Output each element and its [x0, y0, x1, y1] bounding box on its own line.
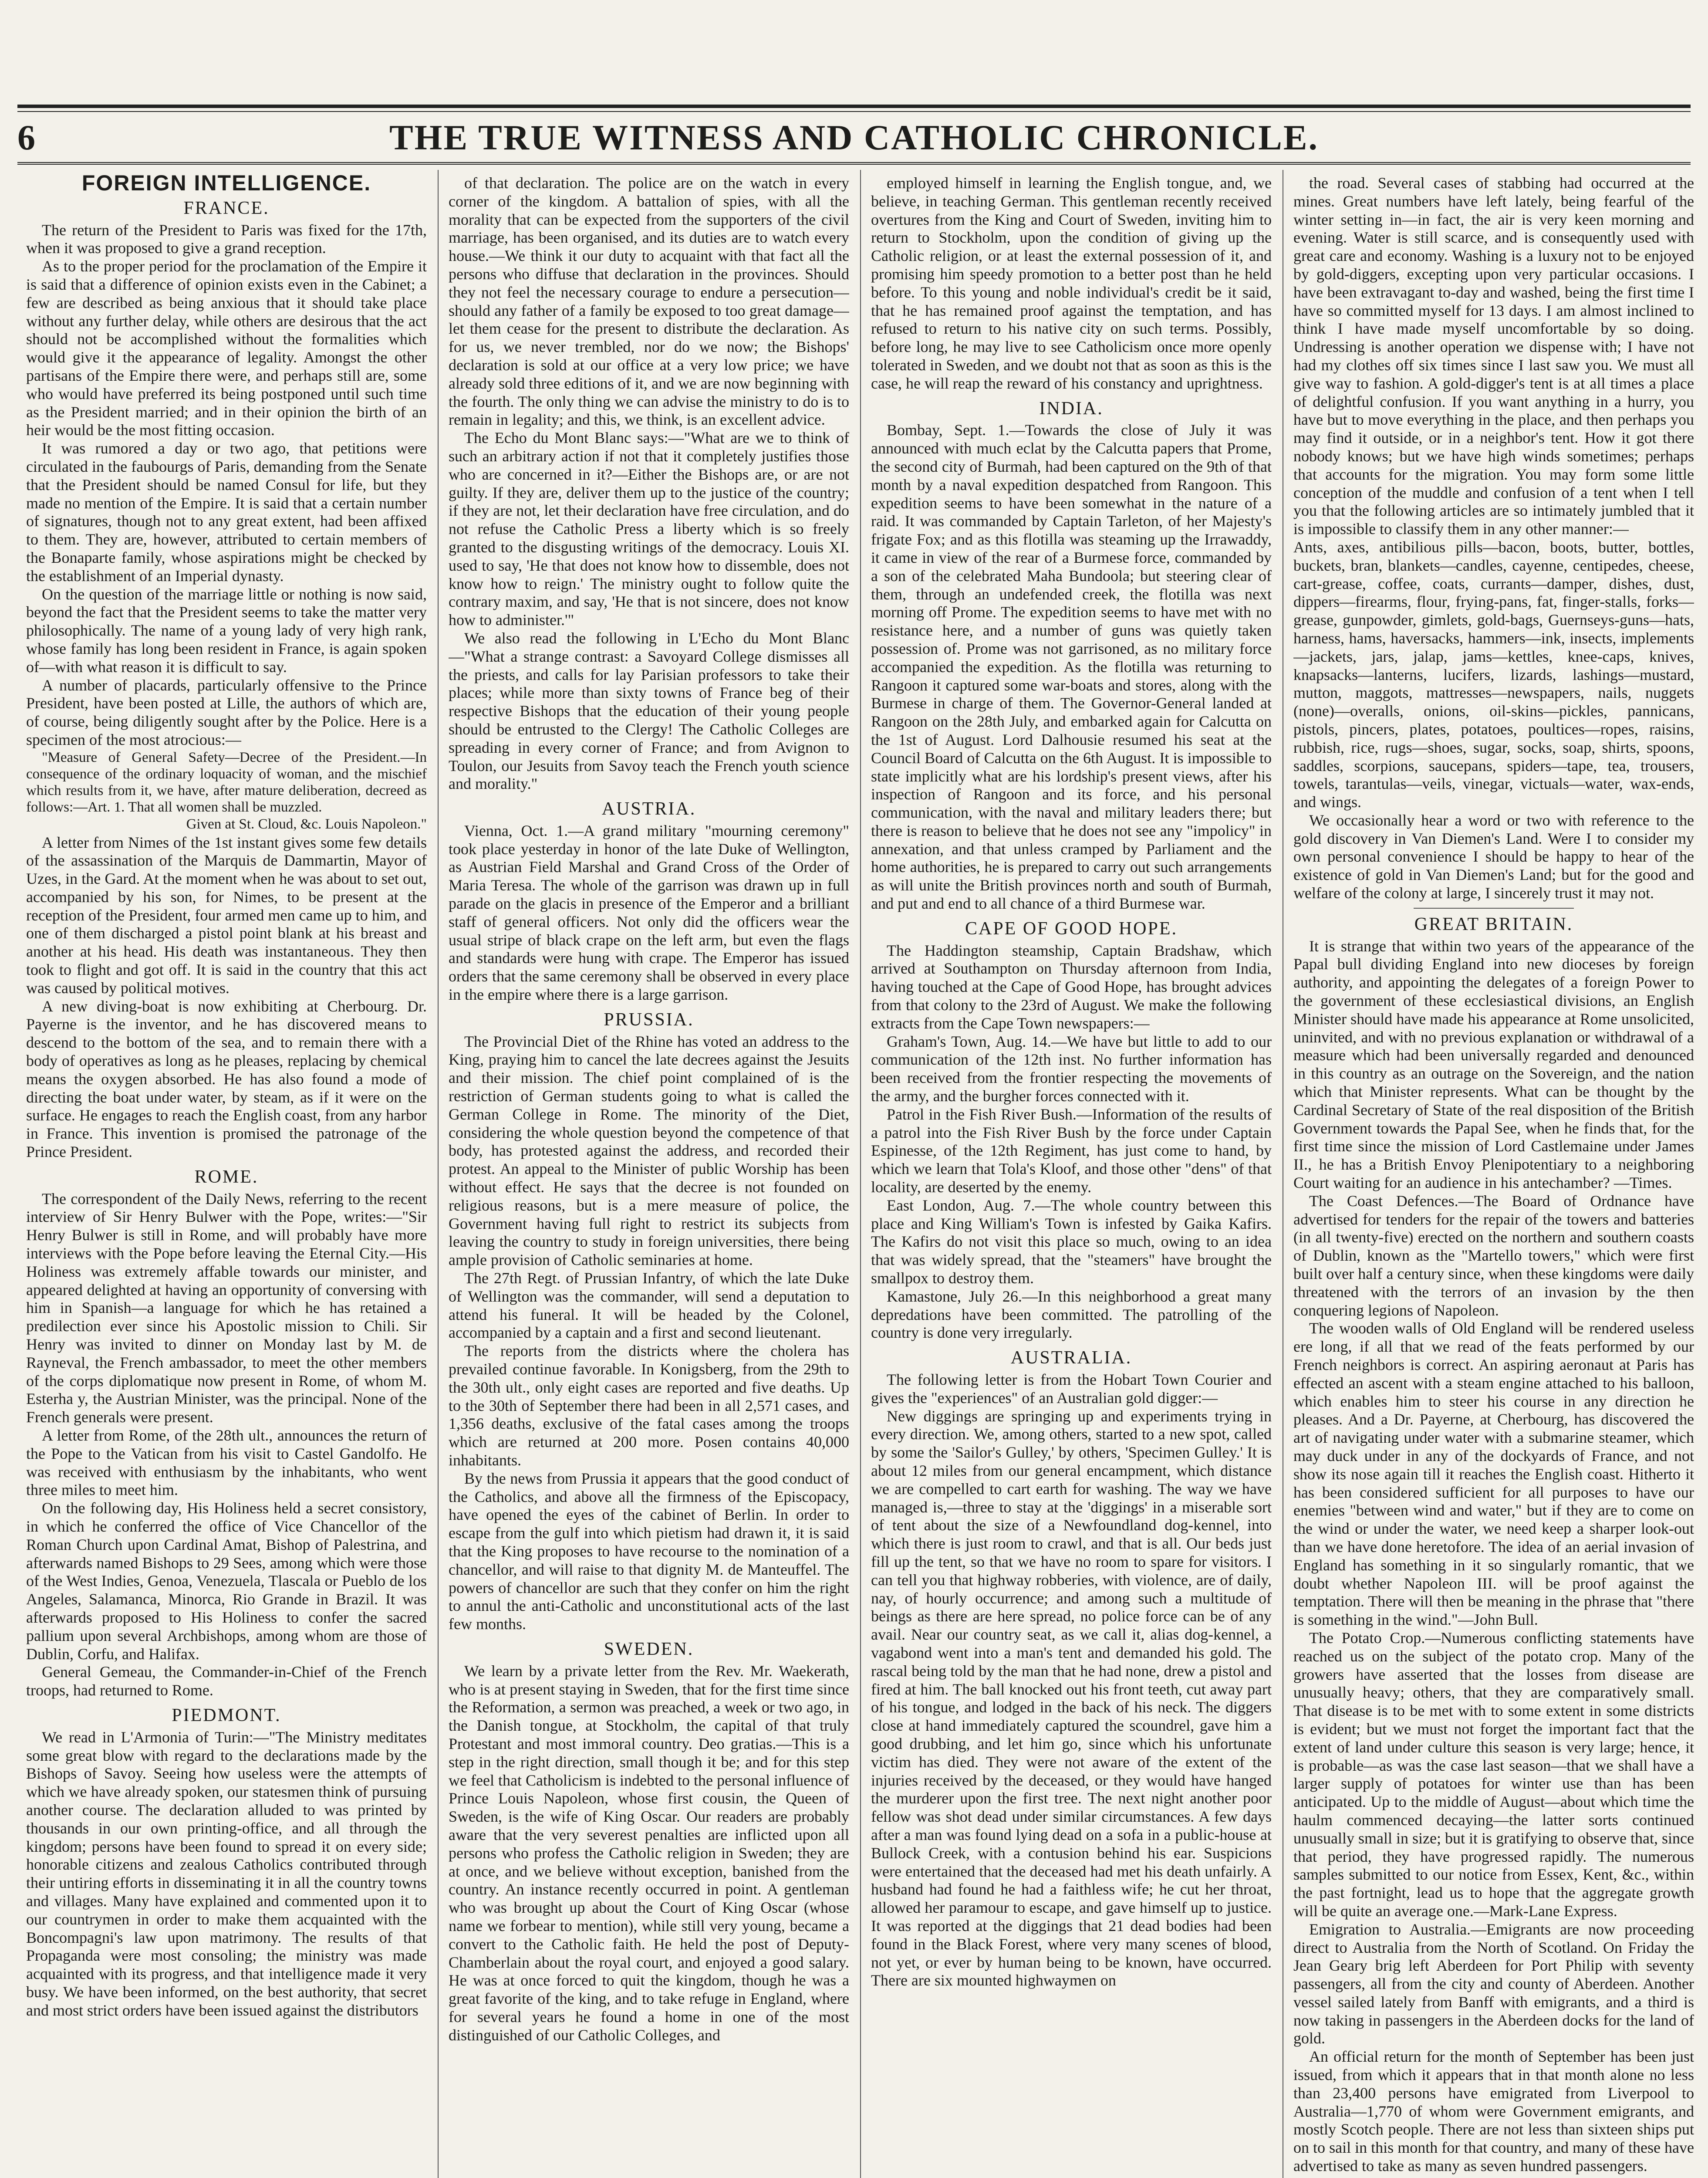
section-rule [1414, 908, 1574, 909]
paragraph: By the news from Prussia it appears that the good conduct of the Catholics, and above all the firmness of the Episcopacy, have opened the eyes of the cabinet of Berlin. In order to escape from the gulf into which pietism had drawn it, it is said that the King proposes to have recourse to the nomination of a chancellor, and will raise to that dignity M. de Manteuffel. The powers of chancellor are such that they confer on him the right to annul the anti-Catholic and unconstitutional acts of the last few months. [449, 1469, 849, 1633]
paragraph: Bombay, Sept. 1.—Towards the close of July it was announced with much eclat by the Calcutta papers that Prome, the second city of Burmah, had been captured on the 9th of that month by a naval expedition despatched from Rangoon. This expedition seems to have been somewhat in the nature of a raid. It was commanded by Captain Tarleton, of her Majesty's frigate Fox; and as this flotilla was steaming up the Irrawaddy, it came in view of the rear of a Burmese force, commanded by a son of the celebrated Maha Bundoola; but steering clear of them, through an undefended creek, the flotilla was next morning off Prome. The expedition seems to have met with no resistance here, and a number of guns was quietly taken possession of. Prome was not garrisoned, as no military force accompanied the expedition. As the flotilla was returning to Rangoon it captured some war-boats and stores, along with the Burmese in charge of them. The Governor-General landed at Rangoon on the 28th July, and embarked again for Calcutta on the 1st of August. Lord Dalhousie resumed his seat at the Council Board of Calcutta on the 6th August. It is impossible to state implicitly what are his lordship's present views, after his inspection of Rangoon and its force, and his personal communication, with the naval and military leaders there; but there is reason to believe that he does not see any "impolicy" in annexation, and that unless cramped by Parliament and the home authorities, he is prepared to carry out such arrangements as will unite the British provinces north and south of Burmah, and put and end to all chance of a third Burmese war. [871, 421, 1272, 913]
section-heading-cape: CAPE OF GOOD HOPE. [965, 918, 1178, 939]
paragraph: The Provincial Diet of the Rhine has voted an address to the King, praying him to cancel the late decrees against the Jesuits and their mission. The chief point complained of is the restriction of German students going to what is called the German College in Rome. The minority of the Diet, considering the whole question beyond the competence of that body, has protested against the address, and recorded their protest. An appeal to the Minister of public Worship has been without effect. He says that the decree is not founded on religious reasons, but is a mere measure of police, the Government having full right to restrict its subjects from leaving the country to study in foreign universities, there being ample provision of Catholic seminaries at home. [449, 1032, 849, 1269]
inventory-list: Ants, axes, antibilious pills—bacon, boots, butter, bottles, buckets, bran, blankets—candles, cayenne, centipedes, cheese, cart-grease, coffee, coats, currants—damper, dishes, dust, dippers—firearms, flour, frying-pans, fat, finger-stalls, forks—grease, gunpowder, gimlets, gold-bags, Guernseys-guns—hats, harness, hams, haversacks, hammers—ink, insects, implements—jackets, jars, jalap, jams—kettles, knee-caps, knives, knapsacks—lanterns, lucifers, lizards, lashings—mustard, mutton, maggots, mattresses—newspapers, nails, nuggets (none)—overalls, onions, oil-skins—pickles, pannicans, pistols, pincers, plates, potatoes, poultices—ropes, raisins, rubbish, rice, rugs—shoes, sugar, socks, soap, shirts, spoons, saddles, scorpions, saucepans, spiders—tape, tea, trousers, towels, tarantulas—veils, vinegar, victuals—water, wax-ends, and wings. [1293, 538, 1694, 811]
paragraph: On the question of the marriage little or nothing is now said, beyond the fact that the President seems to take the matter very philosophically. The name of a young lady of very high rank, whose family has long been resident in France, is again spoken of—with what reason it is difficult to say. [26, 585, 427, 676]
paragraph: New diggings are springing up and experiments trying in every direction. We, among others, started to a new spot, called by some the 'Sailor's Gulley,' by others, 'Specimen Gulley.' It is about 12 miles from our general encampment, which distance we are compelled to cart earth for washing. The way we have managed is,—three to stay at the 'diggings' in a miserable sort of tent about the size of a Newfoundland dog-kennel, into which there is just room to crawl, and that is all. Our beds just fill up the tent, so that we have no room to spare for visitors. I can tell you that highway robberies, with violence, are of daily, nay, of hourly occurrence; and among such a multitude of beings as there are here spread, no police force can be of any avail. Near our country seat, as we call it, alias dog-kennel, a vagabond went into a man's tent and demanded his gold. The rascal being told by the man that he had none, drew a pistol and fired at him. The ball knocked out his front teeth, cut away part of his tongue, and lodged in the back of his neck. The diggers close at hand immediately captured the scoundrel, gave him a good drubbing, and let him go, since which his unfortunate victim has died. They were not aware of the extent of the injuries received by the deceased, or they would have hanged the murderer upon the first tree. The next night another poor fellow was shot dead under similar circumstances. A few days after a man was found lying dead on a sofa in a public-house at Bullock Creek, with a contusion behind his ear. Suspicions were entertained that the deceased had met his death unfairly. A husband had found he had a faithless wife; he cut her throat, allowed her paramour to escape, and gave himself up to justice. It was reported at the diggings that 21 dead bodies had been found in the Black Forest, where very many scenes of blood, not yet, or ever by human being to be known, have occurred. There are six mounted highwaymen on [871, 1407, 1272, 1989]
section-heading-india: INDIA. [1039, 398, 1104, 419]
section-heading-australia: AUSTRALIA. [1010, 1348, 1132, 1368]
section-heading-piedmont: PIEDMONT. [172, 1705, 281, 1725]
paragraph: The Haddington steamship, Captain Bradshaw, which arrived at Southampton on Thursday afternoon from India, having touched at the Cape of Good Hope, has brought advices from that colony to the 23rd of August. We make the following extracts from the Cape Town newspapers:— [871, 941, 1272, 1032]
column-divider [860, 170, 861, 2178]
paragraph: of that declaration. The police are on the watch in every corner of the kingdom. A battalion of spies, with all the morality that can be expected from the supporters of the civil marriage, has been organised, and its duties are to watch every house.—We think it our duty to acquaint with that fact all the persons who diffuse that declaration in the provinces. Should they not feel the necessary courage to endure a persecution—should any father of a family be exposed to too great damage—let them cease for the present to distribute the declaration. As for us, we never trembled, nor do we now; the Bishops' declaration is sold at our office at a very low price; we have already sold three editions of it, and we are now beginning with the fourth. The only thing we can advise the ministry to do is to remain in legality; and this, we think, is an excellent advice. [449, 174, 849, 429]
paragraph: We read in L'Armonia of Turin:—"The Ministry meditates some great blow with regard to the declarations made by the Bishops of Savoy. Seeing how useless were the attempts of which we have already spoken, our statesmen think of pursuing another course. The declaration alluded to was printed by thousands in our own printing-office, and all through the kingdom; persons have been found to spread it on every side; honorable citizens and zealous Catholics contributed through their untiring efforts in disseminating it in all the country towns and villages. Many have explained and commented upon it to our countrymen in order to make them acquainted with the Boncompagni's law upon matrimony. The results of that Propaganda were most consoling; the ministry was made acquainted with its progress, and that intelligence made it very busy. We have been informed, on the best authority, that secret and most strict orders have been issued against the distributors [26, 1728, 427, 2019]
paragraph: Vienna, Oct. 1.—A grand military "mourning ceremony" took place yesterday in honor of the late Duke of Wellington, as Austrian Field Marshal and Grand Cross of the Order of Maria Teresa. The whole of the garrison was drawn up in full parade on the glacis in presence of the Emperor and a brilliant staff of general officers. Not only did the officers wear the usual stripe of black crape on the left arm, but even the flags and standards were hung with crape. The Emperor has issued orders that the same ceremony shall be observed in every place in the empire where there is a large garrison. [449, 822, 849, 1004]
paragraph: A letter from Rome, of the 28th ult., announces the return of the Pope to the Vatican from his visit to Castel Gandolfo. He was received with enthusiasm by the inhabitants, who went three miles to meet him. [26, 1427, 427, 1499]
paragraph: A new diving-boat is now exhibiting at Cherbourg. Dr. Payerne is the inventor, and he has discovered means to descend to the bottom of the sea, and to remain there with a body of operatives as long as he pleases, replacing by chemical means the oxygen absorbed. He has also found a mode of directing the boat under water, by steam, as if it were on the surface. He engages to reach the English coast, from any harbor in France. This invention is promised the patronage of the Prince President. [26, 997, 427, 1161]
column-3 [871, 174, 1272, 2178]
quoted-decree: "Measure of General Safety—Decree of the President.—In consequence of the ordinary loquacity of woman, and the mischief which results from it, we have, after mature deliberation, decreed as follows:—Art. 1. That all women shall be muzzled. [26, 749, 427, 815]
section-header: FOREIGN INTELLIGENCE. [81, 174, 371, 195]
paragraph: The Echo du Mont Blanc says:—"What are we to think of such an arbitrary action if not that it completely justifies those who are concerned in it?—Either the Bishops are, or are not guilty. If they are, deliver them up to the justice of the country; if they are not, let their declaration have free circulation, and do not refuse the Catholic Press a liberty which is so freely granted to the disgusting writings of the democracy. Louis XI. used to say, 'He that does not know how to dissemble, does not know how to reign.' The ministry ought to follow quite the contrary maxim, and say, 'He that is not sincere, does not know how to administer.'" [449, 429, 849, 629]
section-heading-sweden: SWEDEN. [604, 1639, 694, 1659]
paragraph: The Potato Crop.—Numerous conflicting statements have reached us on the subject of the potato crop. Many of the growers have asserted that the losses from disease are unusually heavy; others, that they are comparatively small. That disease is to be met with to some extent in some districts is evident; but we must not forget the important fact that the extent of land under culture this season is very large; hence, it is probable—as was the case last season—that we shall have a larger supply of potatoes for winter use than has been anticipated. Up to the middle of August—about which time the haulm commenced decaying—the latter sorts continued unusually small in size; but it is gratifying to observe that, since that period, they have progressed rapidly. The numerous samples submitted to our notice from Essex, Kent, &c., within the past fortnight, lead us to hope that the aggregate growth will be quite an average one.—Mark-Lane Express. [1293, 1629, 1694, 1920]
section-heading-prussia: PRUSSIA. [604, 1009, 694, 1030]
paragraph: A number of placards, particularly offensive to the Prince President, have been posted at Lille, the authors of which are, of course, being diligently sought after by the Police. Here is a specimen of the most atrocious:— [26, 676, 427, 748]
column-4 [1293, 174, 1694, 2178]
quote-signature: Given at St. Cloud, &c. Louis Napoleon." [186, 816, 427, 832]
paragraph: The correspondent of the Daily News, referring to the recent interview of Sir Henry Bulwer with the Pope, writes:—"Sir Henry Bulwer is still in Rome, and will probably have more interviews with the Pope before leaving the Eternal City.—His Holiness was extremely affable towards our minister, and appeared delighted at having an opportunity of conversing with him in Spanish—a language for which he has retained a predilection ever since his Apostolic mission to Chili. Sir Henry was invited to dinner on Monday last by M. de Rayneval, the French ambassador, to meet the other members of the corps diplomatique now present in Rome, of whom M. Esterha y, the Austrian Minister, was the principal. None of the French generals were present. [26, 1190, 427, 1426]
section-heading-great-britain: GREAT BRITAIN. [1414, 914, 1573, 934]
section-heading-rome: ROME. [194, 1167, 259, 1187]
paragraph: East London, Aug. 7.—The whole country between this place and King William's Town is infested by Gaika Kafirs. The Kafirs do not visit this place so much, owing to an idea that was widely spread, that the "steamers" have brought the smallpox to destroy them. [871, 1196, 1272, 1287]
paragraph: Graham's Town, Aug. 14.—We have but little to add to our communication of the 12th inst. No further information has been received from the frontier respecting the movements of the army, and the burgher forces connected with it. [871, 1032, 1272, 1105]
paragraph: The 27th Regt. of Prussian Infantry, of which the late Duke of Wellington was the commander, will send a deputation to attend his funeral. It will be headed by the Colonel, accompanied by a captain and a first and second lieutenant. [449, 1269, 849, 1342]
paragraph: We occasionally hear a word or two with reference to the gold discovery in Van Diemen's Land. Were I to consider my own personal convenience I should be happy to hear of the existence of gold in Van Diemen's Land; but for the good and welfare of the colony at large, I sincerely trust it may not. [1293, 811, 1694, 902]
paragraph: It was rumored a day or two ago, that petitions were circulated in the faubourgs of Paris, demanding from the Senate that the President should be named Consul for life, but they made no mention of the Empire. It is said that a certain number of signatures, though not to any great extent, had been affixed to them. They are, however, attributed to certain members of the Bonaparte family, whose aspirations might be checked by the establishment of an Imperial dynasty. [26, 440, 427, 585]
paragraph: We also read the following in L'Echo du Mont Blanc—"What a strange contrast: a Savoyard College dismisses all the priests, and calls for lay Parisian professors to take their places; while more than sixty towns of France beg of their respective Bishops that the education of their young people should be entrusted to the Clergy! The Catholic Colleges are spreading in every corner of France; and from Avignon to Toulon, our Jesuits from Savoy teach the French youth science and morality." [449, 629, 849, 793]
paragraph: A letter from Nimes of the 1st instant gives some few details of the assassination of the Marquis de Dammartin, Mayor of Uzes, in the Gard. At the moment when he was about to set out, accompanied by his son, for Nimes, to be present at the reception of the President, four armed men came up to him, and one of them discharged a pistol point blank at his breast and another at his head. His death was instantaneous. They then took to flight and got off. It is said in the country that this act was caused by political motives. [26, 833, 427, 997]
paragraph: It is strange that within two years of the appearance of the Papal bull dividing England into new dioceses by foreign authority, and appointing the delegates of a foreign Power to the government of these ecclesiastical divisions, an English Minister should have made his appearance at Rome unsolicited, uninvited, and with no previous explanation or withdrawal of a measure which had been universally regarded and denounced in this country as an outrage on the Sovereign, and the nation which that Minister represents. What can be thought by the Cardinal Secretary of State of the real disposition of the British Government towards the Papal See, when he finds that, for the first time since the mission of Lord Castlemaine under James II., he has a British Envoy Plenipotentiary to a neighboring Court waiting for an audience in his antechamber? —Times. [1293, 937, 1694, 1192]
paragraph: General Gemeau, the Commander-in-Chief of the French troops, had returned to Rome. [26, 1663, 427, 1699]
column-1 [26, 174, 427, 2178]
paragraph: We learn by a private letter from the Rev. Mr. Waekerath, who is at present staying in Sweden, that for the first time since the Reformation, a sermon was preached, a week or two ago, in the Danish tongue, at Stockholm, the capital of that truly Protestant and most immoral country. Deo gratias.—This is a step in the right direction, small though it be; and for this step we feel that Catholicism is indebted to the personal influence of Prince Louis Napoleon, whose first cousin, the Queen of Sweden, is the wife of King Oscar. Our readers are probably aware that the very severest penalties are inflicted upon all persons who profess the Catholic religion in Sweden; they are at once, and we believe without exception, banished from the country. An instance recently occurred in point. A gentleman who was brought up about the Court of King Oscar (whose name we forbear to mention), while still very young, became a convert to the Catholic faith. He held the post of Deputy-Chamberlain about the royal court, and enjoyed a good salary. He was at once forced to quit the kingdom, though he was a great favorite of the king, and to take refuge in England, where for several years he found a home in one of the most distinguished of our Catholic Colleges, and [449, 1662, 849, 2044]
top-rule-thin [17, 111, 1691, 112]
paragraph: Patrol in the Fish River Bush.—Information of the results of a patrol into the Fish River Bush by the force under Captain Espinesse, of the 12th Regiment, has just come to hand, by which we learn that Tola's Kloof, and those other "dens" of that locality, are deserted by the enemy. [871, 1105, 1272, 1196]
paragraph: The wooden walls of Old England will be rendered useless ere long, if all that we read of the feats performed by our French neighbors is correct. An aspiring aeronaut at Paris has effected an ascent with a steam engine attached to his balloon, which enables him to steer his course in any direction he pleases. And a Dr. Payerne, at Cherbourg, has discovered the art of navigating under water with a submarine steamer, which may duck under in any of the dockyards of France, and not show its nose again till it reaches the English coast. Hitherto it has been considered sufficient for all purposes to have our enemies "between wind and water," but if they are to come on the wind or under the water, we need keep a sharper look-out than we have done heretofore. The idea of an aerial invasion of England has something in it so singularly romantic, that we doubt whether Napoleon III. will be proof against the temptation. There will then be meaning in the phrase that "there is something in the wind."—John Bull. [1293, 1319, 1694, 1629]
paragraph: The reports from the districts where the cholera has prevailed continue favorable. In Konigsberg, from the 29th to the 30th ult., only eight cases are reported and five deaths. Up to the 30th of September there had been in all 2,571 cases, and 1,356 deaths, exclusive of the fatal cases among the troops which are returned at 200 more. Posen contains 40,000 inhabitants. [449, 1342, 849, 1469]
paragraph: employed himself in learning the English tongue, and, we believe, in teaching German. This gentleman recently received overtures from the King and Court of Sweden, inviting him to return to Stockholm, upon the condition of giving up the Catholic religion, or at least the external possession of it, and promising him speedy promotion to a better post than he held before. To this young and noble individual's credit be it said, that he has remained proof against the temptation, and has refused to return to his native city on such terms. Possibly, before long, he may live to see Catholicism once more openly tolerated in Sweden, and we doubt not that as soon as this is the case, he will reap the reward of his constancy and uprightness. [871, 174, 1272, 392]
column-divider [438, 170, 439, 2178]
section-heading-austria: AUSTRIA. [601, 799, 696, 819]
column-2 [449, 174, 849, 2178]
paragraph: As to the proper period for the proclamation of the Empire it is said that a difference of opinion exists even in the Cabinet; a few are described as being anxious that it should take place without any further delay, while others are desirous that the act should not be accomplished without the formalities which would give it the appearance of legality. Amongst the other partisans of the Empire there were, and perhaps still are, some who would have preferred its being postponed until such time as the President married; and in their opinion the birth of an heir would be the most fitting occasion. [26, 257, 427, 439]
masthead [17, 117, 1691, 159]
paragraph: On the following day, His Holiness held a secret consistory, in which he conferred the office of Vice Chancellor of the Roman Church upon Cardinal Amat, Bishop of Palestrina, and afterwards named Bishops to 29 Sees, among which were those of the West Indies, Genoa, Venezuela, Tlascala or Pueblo de los Angeles, Salamanca, Minorca, Rio Grande in Brazil. It was afterwards proposed to His Holiness to confer the sacred pallium upon several Archbishops, among whom are those of Dublin, Corfu, and Halifax. [26, 1499, 427, 1663]
paragraph: Kamastone, July 26.—In this neighborhood a great many depredations have been committed. The patrolling of the country is done very irregularly. [871, 1287, 1272, 1342]
paragraph: The return of the President to Paris was fixed for the 17th, when it was proposed to give a grand reception. [26, 221, 427, 257]
paragraph: Emigration to Australia.—Emigrants are now proceeding direct to Australia from the North of Scotland. On Friday the Jean Geary brig left Aberdeen for Port Philip with seventy passengers, all from the city and county of Aberdeen. Another vessel sailed lately from Banff with emigrants, and a third is now taking in passengers in the Aberdeen docks for the land of gold. [1293, 1920, 1694, 2047]
paragraph: the road. Several cases of stabbing had occurred at the mines. Great numbers have left lately, being fearful of the winter setting in—in fact, the air is very keen morning and evening. Water is still scarce, and is consequently used with great care and economy. Washing is a luxury not to be enjoyed by gold-diggers, excepting upon very particular occasions. I have been extravagant to-day and washed, being the first time I have so committed myself for 13 days. I am almost inclined to think I have made myself uncomfortable by so doing. Undressing is another operation we dispense with; I have not had my clothes off six times since I last saw you. We must all give way to fashion. A gold-digger's tent is at all times a place of delightful confusion. If you want anything in a hurry, you have but to move everything in the place, and then perhaps you may find it outside, or in a neighbor's tent. How it got there nobody knows; but we have high winds sometimes; perhaps that accounts for the migration. You may form some little conception of the muddle and confusion of a tent when I tell you that the following articles are so intimately jumbled that it is impossible to classify them in any other manner:— [1293, 174, 1694, 538]
paragraph: The following letter is from the Hobart Town Courier and gives the "experiences" of an Australian gold digger:— [871, 1371, 1272, 1407]
masthead-rule [17, 162, 1691, 165]
paragraph: An official return for the month of September has been just issued, from which it appears that in that month alone no less than 23,400 persons have emigrated from Liverpool to Australia—1,770 of whom were Government emigrants, and mostly Scotch people. There are not less than sixteen ships put on to sail in this month for that country, and many of these have advertised to take as many as seven hundred passengers. [1293, 2048, 1694, 2175]
paragraph: The Coast Defences.—The Board of Ordnance have advertised for tenders for the repair of the towers and batteries (in all twenty-five) erected on the northern and southern coasts of Dublin, known as the "Martello towers," which were first built over half a century since, when these kingdoms were daily threatened with the terrors of an invasion by the then conquering legions of Napoleon. [1293, 1192, 1694, 1319]
page-number: 6 [17, 118, 35, 157]
top-rule [17, 105, 1691, 108]
section-heading-france: FRANCE. [183, 198, 270, 218]
newspaper-title: THE TRUE WITNESS AND CATHOLIC CHRONICLE. [389, 118, 1319, 157]
